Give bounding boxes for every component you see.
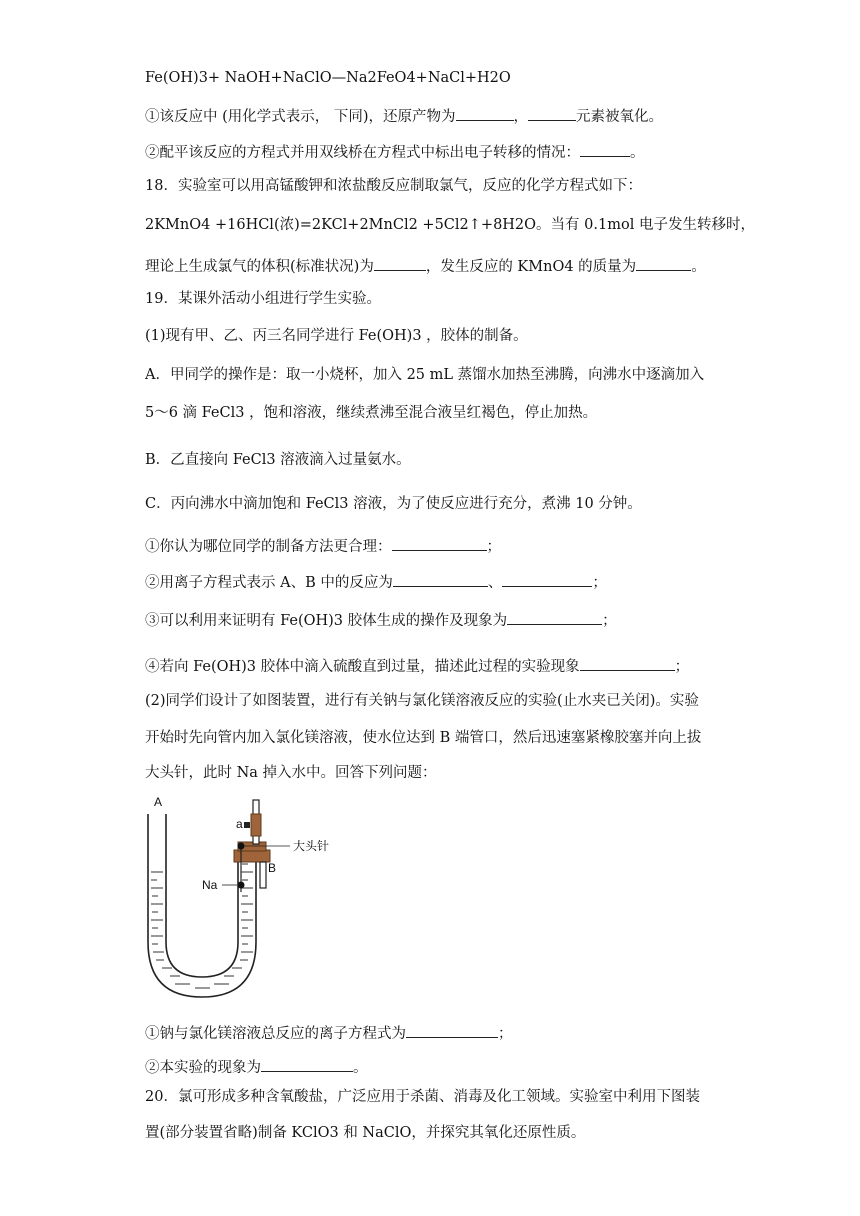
question-line: ①你认为哪位同学的制备方法更合理： ；: [145, 534, 501, 557]
question-line: ①该反应中 (用化学式表示， 下同)，还原产物为 ， 元素被氧化。: [145, 104, 663, 127]
answer-blank[interactable]: [392, 534, 487, 551]
question-20-title: 20．氯可形成多种含氧酸盐，广泛应用于杀菌、消毒及化工领域。实验室中利用下图装: [145, 1089, 700, 1105]
question-line: 置(部分装置省略)制备 KClO3 和 NaClO，并探究其氧化还原性质。: [145, 1125, 586, 1141]
question-line: ①钠与氯化镁溶液总反应的离子方程式为 ；: [145, 1021, 513, 1044]
answer-blank[interactable]: [580, 140, 630, 157]
answer-blank[interactable]: [507, 608, 602, 625]
question-line: (1)现有甲、乙、丙三名同学进行 Fe(OH)3 ，胶体的制备。: [145, 328, 528, 344]
answer-blank[interactable]: [374, 254, 426, 271]
question-line: ②用离子方程式表示 A、B 中的反应为 、 ；: [145, 570, 607, 593]
rubber-stopper: [234, 850, 270, 862]
answer-blank[interactable]: [406, 1021, 498, 1038]
u-tube-diagram: [140, 792, 360, 1007]
answer-blank[interactable]: [261, 1055, 353, 1072]
water-clamp-icon: [244, 822, 250, 828]
answer-blank[interactable]: [580, 654, 675, 671]
answer-blank[interactable]: [636, 254, 691, 271]
option-c: C．丙向沸水中滴加饱和 FeCl3 溶液，为了使反应进行充分，煮沸 10 分钟。: [145, 496, 642, 512]
question-line: 2KMnO4 +16HCl(浓)=2KCl+2MnCl2 +5Cl2↑+8H2O。当有 0.1mol 电子发生转移时，: [145, 217, 755, 233]
question-line: 大头针，此时 Na 掉入水中。回答下列问题：: [145, 765, 437, 781]
question-line: ②本实验的现象为 。: [145, 1055, 368, 1078]
question-line: ③可以利用来证明有 Fe(OH)3 胶体生成的操作及现象为 ；: [145, 608, 617, 631]
label-na: Na: [202, 878, 218, 892]
equation-line: Fe(OH)3+ NaOH+NaClO—Na2FeO4+NaCl+H2O: [145, 70, 511, 86]
question-line: 理论上生成氯气的体积(标准状况)为 ，发生反应的 KMnO4 的质量为 。: [145, 254, 706, 277]
u-tube-inner: [166, 814, 238, 977]
rubber-tube: [251, 814, 261, 836]
answer-blank[interactable]: [393, 570, 488, 587]
question-18-title: 18．实验室可以用高锰酸钾和浓盐酸反应制取氯气，反应的化学方程式如下：: [145, 178, 642, 194]
sodium-icon: [238, 882, 245, 889]
question-19-title: 19．某课外活动小组进行学生实验。: [145, 291, 381, 307]
u-tube-outer: [148, 814, 256, 997]
pin-head-icon: [238, 843, 245, 850]
option-a-cont: 5～6 滴 FeCl3 ，饱和溶液，继续煮沸至混合液呈红褐色，停止加热。: [145, 405, 598, 421]
label-a-tube: A: [154, 795, 163, 809]
question-line: ②配平该反应的方程式并用双线桥在方程式中标出电子转移的情况： 。: [145, 140, 645, 163]
question-line: (2)同学们设计了如图装置，进行有关钠与氯化镁溶液反应的实验(止水夹已关闭)。实验: [145, 693, 699, 709]
label-clamp: a: [236, 817, 243, 831]
option-b: B．乙直接向 FeCl3 溶液滴入过量氨水。: [145, 452, 411, 468]
label-b: B: [268, 861, 277, 875]
label-pin: 大头针: [293, 839, 330, 853]
chemical-equation: 2KMnO4 +16HCl(浓)=2KCl+2MnCl2 +5Cl2↑+8H2O: [145, 217, 537, 233]
answer-blank[interactable]: [456, 104, 514, 121]
question-line: 开始时先向管内加入氯化镁溶液，使水位达到 B 端管口，然后迅速塞紧橡胶塞并向上拔: [145, 730, 702, 746]
outlet-tube-b: [260, 862, 266, 888]
answer-blank[interactable]: [502, 570, 592, 587]
option-a: A．甲同学的操作是：取一小烧杯，加入 25 mL 蒸馏水加热至沸腾，向沸水中逐滴加入: [145, 367, 705, 383]
answer-blank[interactable]: [528, 104, 576, 121]
question-line: ④若向 Fe(OH)3 胶体中滴入硫酸直到过量，描述此过程的实验现象 ；: [145, 654, 689, 677]
